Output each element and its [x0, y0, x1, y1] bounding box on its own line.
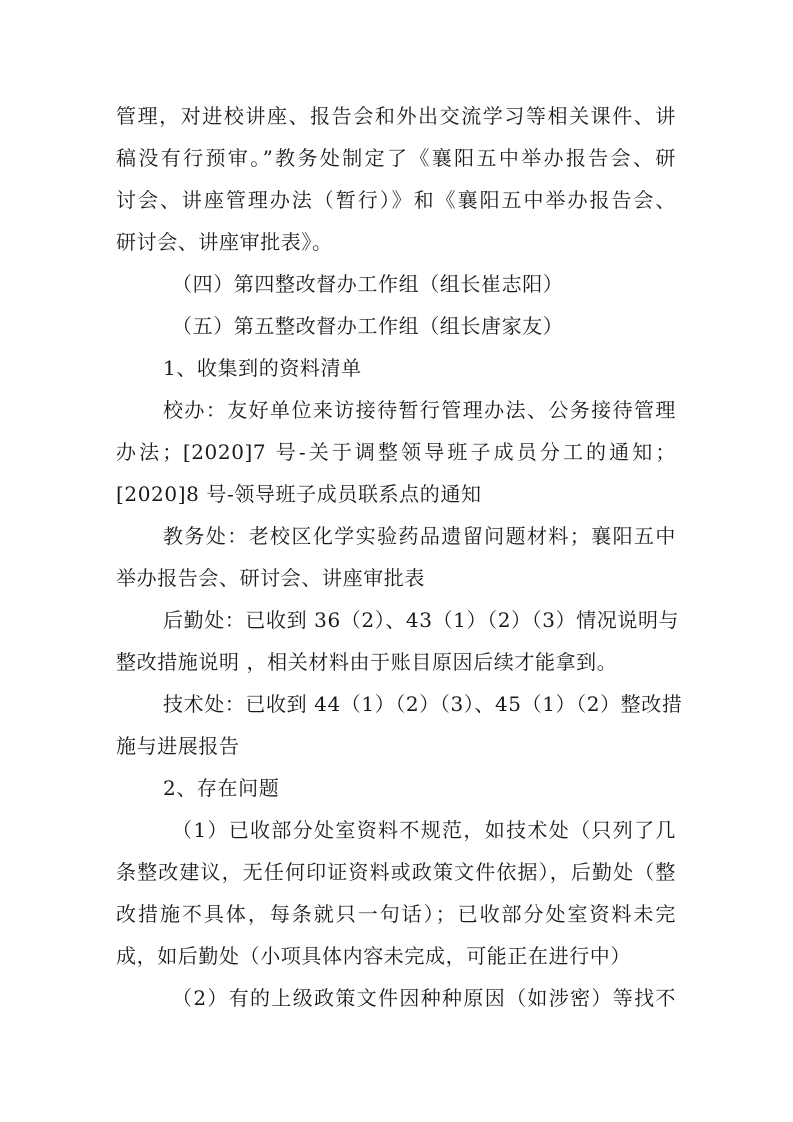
paragraph-line: （1）已收部分处室资料不规范，如技术处（只列了几	[172, 818, 676, 842]
paragraph-line: 稿没有行预审。”教务处制定了《襄阳五中举办报告会、研	[116, 146, 676, 170]
paragraph-line: 整改措施说明 ，相关材料由于账目原因后续才能拿到。	[116, 650, 618, 674]
paragraph-line: 研讨会、讲座审批表》。	[116, 230, 333, 254]
subsection-heading: 1、收集到的资料清单	[163, 356, 362, 380]
paragraph-line: 后勤处：已收到 36（2）、43（1）（2）（3）情况说明与	[163, 608, 680, 632]
paragraph-line: [2020]8 号-领导班子成员联系点的通知	[116, 482, 482, 506]
paragraph-line: 教务处：老校区化学实验药品遗留问题材料；襄阳五中	[163, 524, 676, 548]
section-heading: （四）第四整改督办工作组（组长崔志阳）	[172, 272, 564, 296]
paragraph-line: 施与进展报告	[116, 734, 240, 758]
paragraph-line: （2）有的上级政策文件因种种原因（如涉密）等找不	[172, 986, 676, 1010]
paragraph-line: 改措施不具体，每条就只一句话）；已收部分处室资料未完	[116, 902, 676, 926]
paragraph-line: 条整改建议，无任何印证资料或政策文件依据），后勤处（整	[116, 860, 676, 884]
subsection-heading: 2、存在问题	[163, 776, 280, 800]
paragraph-line: 管理，对进校讲座、报告会和外出交流学习等相关课件、讲	[116, 104, 676, 128]
paragraph-line: 校办：友好单位来访接待暂行管理办法、公务接待管理	[163, 398, 676, 422]
paragraph-line: 成，如后勤处（小项具体内容未完成，可能正在进行中）	[116, 944, 631, 968]
paragraph-line: 讨会、讲座管理办法（暂行）》和《襄阳五中举办报告会、	[116, 188, 676, 212]
section-heading: （五）第五整改督办工作组（组长唐家友）	[172, 314, 564, 338]
paragraph-line: 技术处：已收到 44（1）（2）（3）、45（1）（2）整改措	[163, 692, 683, 716]
paragraph-line: 举办报告会、研讨会、讲座审批表	[116, 566, 425, 590]
paragraph-line: 办法；[2020]7 号-关于调整领导班子成员分工的通知；	[116, 440, 676, 464]
